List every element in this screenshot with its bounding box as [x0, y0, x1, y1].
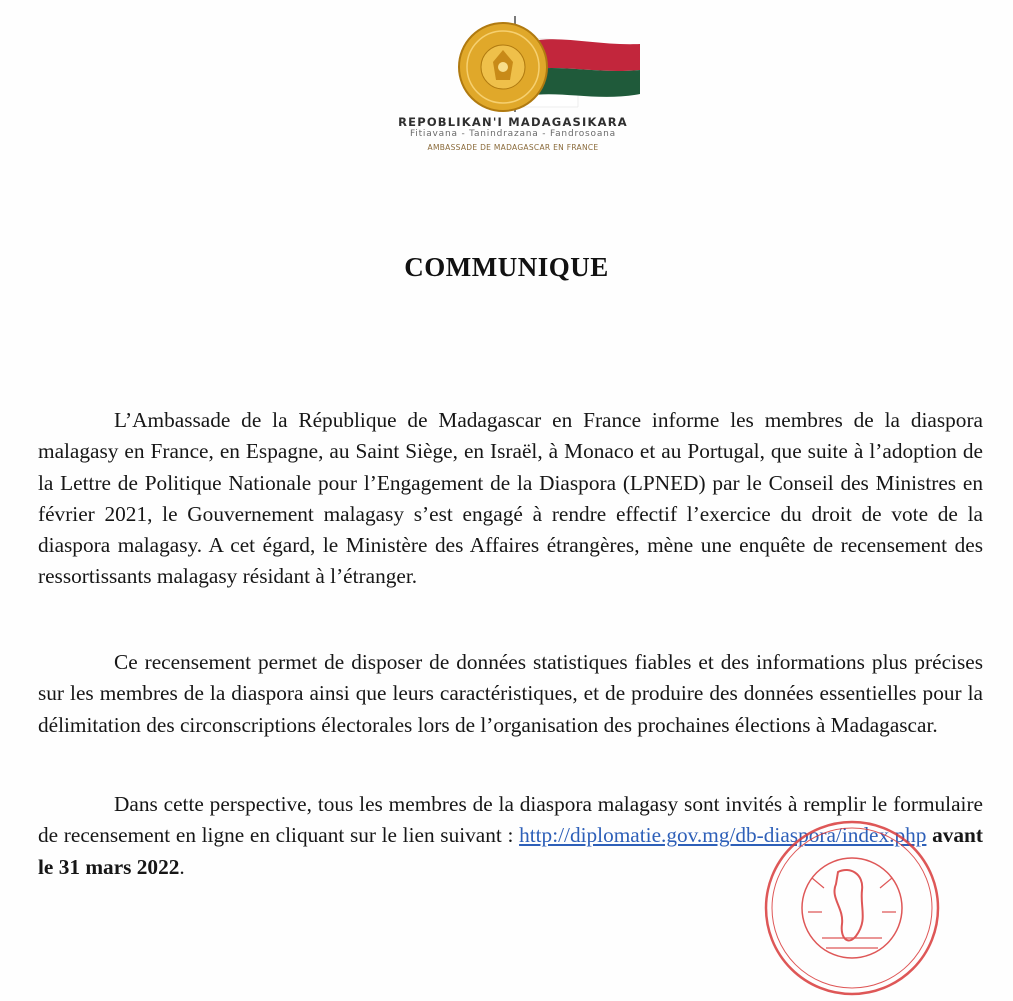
- document-title: COMMUNIQUE: [404, 252, 609, 282]
- letterhead-embassy: AMBASSADE DE MADAGASCAR EN FRANCE: [427, 143, 599, 152]
- madagascar-emblem-icon: [418, 12, 648, 114]
- letterhead-motto: Fitiavana - Tanindrazana - Fandrosoana: [409, 129, 616, 139]
- paragraph-end: .: [179, 854, 185, 879]
- letterhead: [358, 12, 668, 154]
- deadline-text: avant le 31 mars 2022: [38, 823, 983, 879]
- instructions-text: Dans cette perspective, tous les membres de la diaspora malagasy sont invités à remplir le formulaire de recensement en ligne en cliquant sur le lien suivant :: [38, 792, 983, 848]
- madagascar-seal-icon: [459, 23, 547, 111]
- paragraph-instructions: [38, 789, 983, 883]
- letterhead-title: REPOBLIKAN'I MADAGASIKARA: [398, 115, 628, 129]
- paragraph-intro: L’Ambassade de la République de Madagascar en France informe les membres de la diaspora malagasy en France, en Espagne, au Saint Siège, en Israël, à Monaco et au Portugal, que suite à l’adoption de la Lettre de Politique Nationale pour l’Engagement de la Diaspora (LPNED) par le Conseil des Ministres en février 2021, le Gouvernement malagasy s’est engagé à rendre effectif l’exercice du droit de vote de la diaspora malagasy. A cet égard, le Ministère des Affaires étrangères, mène une enquête de recensement des ressortissants malagasy résidant à l’étranger.: [38, 408, 983, 589]
- paragraph-census: Ce recensement permet de disposer de données statistiques fiables et des informations plus précises sur les membres de la diaspora ainsi que leurs caractéristiques, et de produire des données essentielles pour la délimitation des circonscriptions électorales lors de l’organisation des prochaines élections à Madagascar.: [38, 650, 983, 737]
- census-form-link[interactable]: http://diplomatie.gov.mg/db-diaspora/index.php: [519, 823, 927, 848]
